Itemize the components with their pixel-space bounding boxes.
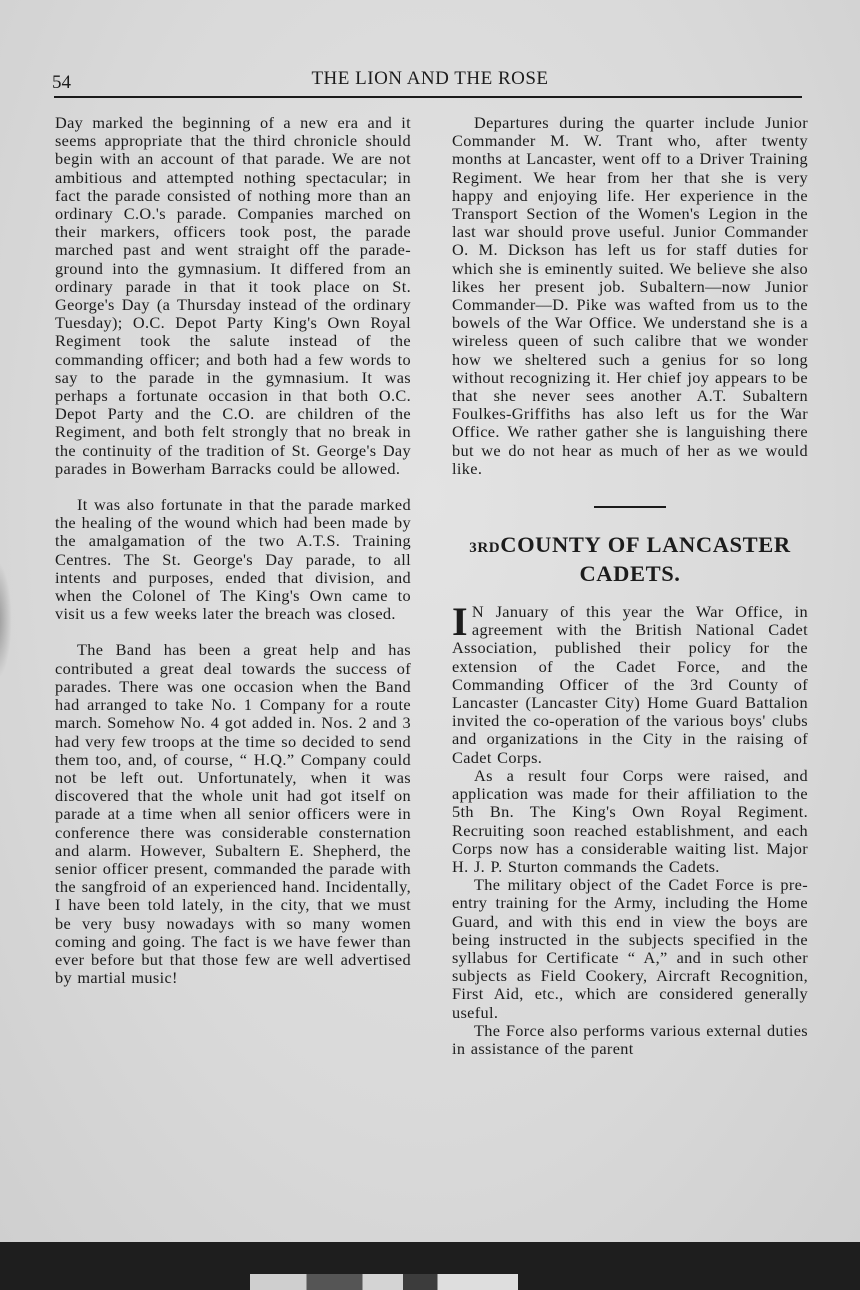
running-title: THE LION AND THE ROSE — [311, 68, 549, 89]
heading-prefix: 3RD — [469, 540, 501, 557]
paragraph-four-corps: As a result four Corps were raised, and application was made for their affiliation to the 5th Bn. The King's Own Royal Regiment. Recruiting soon reached establishment, and each Corps now has a considerable waiting list. Major H. J. P. Sturton commands the Cadets. — [452, 765, 808, 876]
section-divider — [594, 506, 666, 508]
heading-line-1: COUNTY OF LANCASTER — [500, 532, 791, 558]
page-edge-shadow — [0, 560, 12, 680]
paragraph-departures: Departures during the quarter include Junior Commander M. W. Trant who, after twenty months at Lancaster, went off to a Driver Training Regiment. We hear from her that she is very happy and enjoying life. Her experience in the Transport Section of the Women's Legion in the last war should prove useful. Junior Commander O. M. Dickson has left us for staff duties for which she is eminently suited. We believe she also likes her present job. Subaltern—now Junior Commander—D. Pike was wafted from us to the bowels of the War Office. We understand she is a wireless queen of such calibre that we wonder how we sheltered such a genius for so long without recognizing it. Her chief joy appears to be that she never sees another A.T. Subaltern Foulkes-Griffiths has also left us for the War Office. We rather gather she is languishing there but we do not hear as much of her as we would like. — [452, 113, 808, 478]
paragraph-external-duties: The Force also performs various external duties in assistance of the parent — [452, 1020, 808, 1058]
heading-line-2: CADETS. — [579, 561, 681, 587]
paragraph-january-text: N January of this year the War Office, in agreement with the British National Cadet Association, published their policy for the extension of the Cadet Force, and the Commanding Officer of the 3rd County of Lancaster (Lancaster City) Home Guard Battalion invited the co-operation of the various boys' clubs and organizations in the City in the raising of Cadet Corps. — [452, 602, 808, 767]
right-column — [452, 114, 808, 1058]
section-heading — [452, 532, 808, 587]
scan-calibration-strip — [250, 1274, 518, 1290]
paragraph-military-object: The military object of the Cadet Force is pre-entry training for the Army, including the Home Guard, and with this end in view the boys are being instructed in the subjects specified in the syllabus for Certificate “ A,” and in such other subjects as Field Cookery, Aircraft Recognition, First Aid, etc., which are considered generally useful. — [452, 875, 808, 1022]
paragraph-healing-wound: It was also fortunate in that the parade marked the healing of the wound which had been made by the amalgamation of the two A.T.S. Training Centres. The St. George's Day parade, to all intents and purposes, ended that division, and when the Colonel of The King's Own came to visit us a few weeks later the breach was closed. — [55, 495, 411, 624]
drop-cap: I — [452, 599, 468, 645]
paragraph-january — [452, 599, 808, 767]
paragraph-band: The Band has been a great help and has contributed a great deal towards the success of parades. There was one occasion when the Band had arranged to take No. 1 Company for a route march. Somehow No. 4 got added in. Nos. 2 and 3 had very few troops at the time so decided to send them too, and, of course, “ H.Q.” Company could not be left out. Unfortunately, when it was discovered that the whole unit had got itself on parade at a time when all senior officers were in conference there was considerable consternation and alarm. However, Subaltern E. Shepherd, the senior officer present, commanded the parade with the sangfroid of an experienced hand. Incidentally, I have been told lately, in the city, that we must be very busy nowadays with so many women coming and going. The fact is we have fewer than ever before but that those few are well advertised by martial music! — [55, 640, 411, 988]
page-number: 54 — [52, 72, 71, 93]
left-column — [55, 114, 411, 987]
header-rule — [54, 96, 802, 98]
paragraph-st-georges-day: Day marked the beginning of a new era and it seems appropriate that the third chronicle should begin with an account of that parade. We are not ambitious and attempted nothing spectacular; in fact the parade consisted of nothing more than an ordinary C.O.'s parade. Companies marched on their markers, officers took post, the parade marched past and went straight off the parade-ground into the gymnasium. It differed from an ordinary parade in that it took place on St. George's Day (a Thursday instead of the ordinary Tuesday); O.C. Depot Party King's Own Royal Regiment took the salute instead of the commanding officer; and both had a few words to say to the parade in the gymnasium. It was perhaps a fortunate occasion in that both O.C. Depot Party and the C.O. are children of the Regiment, and both felt strongly that no break in the continuity of the tradition of St. George's Day parades in Bowerham Barracks could be allowed. — [55, 113, 411, 478]
